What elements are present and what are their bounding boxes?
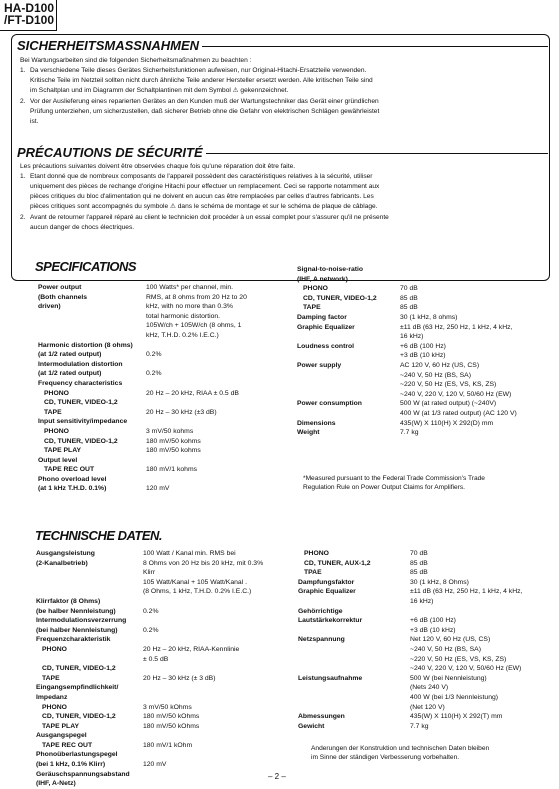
spec-label: Phono overload level: [38, 475, 107, 483]
spec-value: ±11 dB (63 Hz, 250 Hz, 1 kHz, 4 kHz,: [410, 588, 523, 596]
spec-value: 3 mV/50 kOhms: [143, 703, 192, 711]
spec-label: CD, TUNER, VIDEO-1,2: [44, 399, 118, 407]
spec-row: [298, 587, 554, 597]
spec-label: Gewicht: [298, 722, 325, 730]
spec-label: Lautstärkekorrektur: [298, 617, 363, 625]
spec-label: Weight: [297, 429, 320, 437]
spec-row: [38, 446, 288, 456]
page-number: – 2 –: [268, 772, 286, 781]
spec-row: [38, 293, 288, 303]
spec-row: [297, 390, 552, 400]
item-number: 2.: [20, 213, 26, 221]
model-line-1: HA-D100: [4, 1, 55, 15]
spec-row: [36, 616, 296, 626]
spec-label: Dampfungsfaktor: [298, 578, 355, 586]
model-number: [4, 2, 54, 26]
spec-label: PHONO: [44, 389, 69, 397]
spec-value: (8 Ohms, 1 kHz, T.H.D. 0.2% I.E.C.): [143, 588, 252, 596]
spec-row: [298, 693, 554, 703]
spec-label: (2-Kanalbetrieb): [36, 559, 88, 567]
specifications-title: SPECIFICATIONS: [35, 259, 137, 274]
spec-label: (be halber Nennleistung): [36, 607, 116, 615]
spec-row: [36, 559, 296, 569]
spec-row: [298, 664, 554, 674]
spec-row: [298, 597, 554, 607]
spec-label: CD, TUNER, VIDEO-1,2: [303, 294, 377, 302]
spec-row: [298, 712, 554, 722]
spec-label: (bei 1 kHz, 0.1% Klirr): [36, 761, 106, 769]
item-number: 1.: [20, 173, 26, 180]
spec-row: [36, 770, 296, 780]
spec-label: Frequency characteristics: [38, 379, 123, 387]
spec-row: [38, 283, 288, 293]
spec-value: 0.2%: [143, 607, 159, 615]
spec-label: Netzspannung: [298, 636, 345, 644]
technische-right-column: [298, 549, 554, 731]
spec-row: [36, 655, 296, 665]
spec-value: ~220 V, 50 Hz (ES, VS, KS, ZS): [400, 381, 497, 389]
spec-value: 500 W (at rated output) (~240V): [400, 400, 497, 408]
spec-value: 105W/ch + 105W/ch (8 ohms, 1: [146, 322, 242, 330]
spec-row: [36, 750, 296, 760]
spec-value: AC 120 V, 60 Hz (US, CS): [400, 361, 480, 369]
divider: [168, 153, 548, 154]
spec-value: ~220 V, 50 Hz (ES, VS, KS, ZS): [410, 655, 507, 663]
item-line: Vor der Auslieferung eines reparierten Gerätes an den Kunden muß der Wartungstechniker das Gerät einer gründlichen: [30, 97, 379, 105]
spec-row: [297, 284, 552, 294]
spec-value: RMS, at 8 ohms from 20 Hz to 20: [146, 293, 247, 301]
spec-label: CD, TUNER, VIDEO-1,2: [44, 437, 118, 445]
spec-row: [36, 741, 296, 751]
spec-label: Phonoüberlastungspegel: [36, 751, 118, 759]
spec-row: [36, 712, 296, 722]
spec-value: 70 dB: [410, 550, 428, 557]
spec-label: Power supply: [297, 361, 342, 369]
spec-label: TAPE: [44, 408, 62, 416]
spec-label: Intermodulation distortion: [38, 360, 123, 368]
spec-label: TAPE REC OUT: [44, 466, 95, 474]
spec-label: TPAE: [304, 569, 322, 577]
spec-label: Impedanz: [36, 693, 68, 701]
spec-value: 180 mV/50 kohms: [146, 437, 201, 445]
spec-label: Ausgangspegel: [36, 732, 87, 740]
spec-value: 85 dB: [400, 304, 418, 312]
spec-row: [298, 568, 554, 578]
spec-value: 20 Hz – 20 kHz, RIAA-Kennlinie: [143, 645, 240, 653]
model-line-2: /FT-D100: [4, 13, 55, 27]
spec-row: [297, 275, 552, 285]
item-line: Prüfung unterziehen, um sicherzustellen, daß sicherer Betrieb ohne die Gefahr von elektrischen Schlägen gewährleistet: [30, 107, 380, 115]
item-line: aucun danger de chocs électriques.: [30, 223, 135, 231]
spec-label: Klirrfaktor (8 Ohms): [36, 597, 101, 605]
spec-value: 85 dB: [410, 559, 428, 567]
spec-row: [36, 693, 296, 703]
spec-label: Frequenzcharakteristik: [36, 636, 111, 644]
spec-label: PHONO: [304, 550, 329, 557]
spec-label: TAPE PLAY: [44, 447, 82, 455]
spec-label: Input sensitivity/impedance: [38, 418, 128, 426]
spec-row: [38, 389, 288, 399]
spec-label: Intermodulationsverzerrung: [36, 617, 127, 625]
spec-row: [297, 265, 552, 275]
spec-row: [298, 703, 554, 713]
spec-value: 120 mV: [146, 485, 170, 493]
spec-value: 20 Hz – 20 kHz, RIAA ± 0.5 dB: [146, 389, 239, 397]
spec-row: [36, 635, 296, 645]
sicherheit-intro: Bei Wartungsarbeiten sind die folgenden Sicherheitsmaßnahmen zu beachten :: [20, 57, 252, 64]
spec-value: 30 (1 kHz, 8 ohms): [400, 313, 458, 321]
spec-value: (Nets 240 V): [410, 684, 449, 692]
spec-row: [38, 321, 288, 331]
spec-row: [297, 323, 552, 333]
spec-label: TAPE REC OUT: [42, 741, 93, 749]
spec-row: [298, 626, 554, 636]
spec-label: Gehörrichtige: [298, 607, 343, 615]
footnote-line: *Measured pursuant to the Federal Trade Commission's Trade: [303, 475, 485, 482]
spec-row: [38, 417, 288, 427]
spec-row: [38, 427, 288, 437]
spec-row: [38, 350, 288, 360]
item-line: Kritische Teile im Netzteil sollten nicht durch ähnliche Teile anderer Hersteller ersetzt werden. Alle kritischen Teile sind: [30, 77, 373, 84]
spec-label: Eingangsempfindlichkeit/: [36, 684, 119, 692]
spec-value: 20 Hz – 30 kHz (±3 dB): [146, 408, 217, 416]
spec-value: kHz, with no more than 0.3%: [146, 303, 233, 311]
spec-label: Loudness control: [297, 342, 355, 350]
spec-value: ~240 V, 220 V, 120 V, 50/60 Hz (EW): [410, 665, 522, 673]
spec-row: [38, 484, 288, 494]
footnote-line: Regulation Rule on Power Output Claims for Amplifiers.: [303, 484, 465, 491]
spec-row: [298, 655, 554, 665]
spec-row: [298, 578, 554, 588]
spec-value: 70 dB: [400, 285, 418, 293]
spec-value: 7.7 kg: [400, 429, 419, 437]
item-text: [30, 97, 379, 127]
item-text: [30, 172, 379, 212]
item-line: im Schaltplan und im Diagramm der Schaltplantinen mit dem Symbol ⚠ gekennzeichnet.: [30, 87, 289, 94]
spec-row: [36, 703, 296, 713]
spec-row: [298, 722, 554, 732]
spec-value: (Net 120 V): [410, 703, 445, 711]
spec-label: Ausgangsleistung: [36, 550, 95, 557]
spec-label: Graphic Equalizer: [297, 323, 355, 331]
spec-value: 105 Watt/Kanal + 105 Watt/Kanal .: [143, 578, 247, 586]
spec-row: [36, 779, 296, 789]
divider: [160, 46, 548, 47]
spec-value: 180 mV/50 kOhms: [143, 713, 200, 721]
technische-left-column: [36, 549, 296, 789]
spec-value: 180 mV/50 kohms: [146, 447, 201, 455]
spec-row: [36, 760, 296, 770]
spec-row: [38, 331, 288, 341]
item-line: Avant de retourner l'appareil réparé au client le technicien doit procéder à un essai complet pour s'assurer qu'il ne présente: [30, 213, 389, 221]
spec-row: [38, 465, 288, 475]
spec-row: [38, 475, 288, 485]
spec-row: [298, 645, 554, 655]
item-line: pièces critiques sont accompagnés du symbole ⚠ dans le schéma de montage et sur le schéma de plaque de câblage.: [30, 203, 378, 210]
spec-value: 16 kHz): [400, 333, 424, 341]
spec-label: Abmessungen: [298, 713, 345, 721]
spec-value: 180 mV/1 kOhm: [143, 741, 193, 749]
spec-row: [38, 456, 288, 466]
spec-row: [36, 683, 296, 693]
spec-label: (at 1/2 rated output): [38, 351, 102, 359]
spec-row: [297, 419, 552, 429]
spec-row: [297, 380, 552, 390]
spec-value: 400 W (at 1/3 rated output) (AC 120 V): [400, 409, 517, 417]
spec-value: ~240 V, 50 Hz (BS, SA): [400, 371, 471, 379]
spec-label: Power output: [38, 284, 82, 291]
spec-row: [36, 731, 296, 741]
spec-value: kHz, T.H.D. 0.2% I.E.C.): [146, 331, 219, 339]
spec-label: Graphic Equalizer: [298, 588, 356, 596]
spec-row: [297, 371, 552, 381]
specifications-right-column: [297, 265, 552, 438]
precautions-title: PRÉCAUTIONS DE SÉCURITÉ: [14, 145, 206, 160]
footnote-line: im Sinne der ständigen Verbesserung vorbehalten.: [311, 754, 460, 761]
spec-value: 0.2%: [143, 626, 159, 634]
spec-row: [38, 312, 288, 322]
spec-row: [297, 313, 552, 323]
sicherheit-title: SICHERHEITSMASSNAHMEN: [14, 38, 202, 53]
spec-label: (at 1 kHz T.H.D. 0.1%): [38, 485, 107, 493]
spec-row: [298, 549, 554, 559]
item-line: Da verschiedene Teile dieses Gerätes Sicherheitsfunktionen aufweisen, nur Original-Hitachi-Ersatzteile verwenden.: [30, 67, 367, 74]
spec-row: [298, 674, 554, 684]
spec-row: [36, 568, 296, 578]
spec-label: (IHF, A network): [297, 275, 348, 283]
spec-row: [36, 587, 296, 597]
spec-row: [36, 549, 296, 559]
footnote-line: Anderungen der Konstruktion und technischen Daten bleiben: [311, 745, 490, 752]
spec-label: CD, TUNER, VIDEO-1,2: [42, 713, 116, 721]
spec-row: [36, 674, 296, 684]
spec-label: (IHF, A-Netz): [36, 780, 76, 788]
spec-row: [297, 351, 552, 361]
spec-label: Power consumption: [297, 400, 362, 408]
spec-row: [36, 722, 296, 732]
spec-value: +6 dB (100 Hz): [400, 342, 446, 350]
spec-value: +6 dB (100 Hz): [410, 617, 456, 625]
item-number: 1.: [20, 67, 26, 74]
spec-value: ± 0.5 dB: [143, 655, 169, 663]
spec-label: (at 1/2 rated output): [38, 370, 102, 378]
spec-row: [36, 626, 296, 636]
spec-value: 120 mV: [143, 761, 167, 769]
spec-value: 400 W (bei 1/3 Nennleistung): [410, 693, 499, 701]
spec-row: [298, 616, 554, 626]
spec-value: 435(W) X 110(H) X 292(D) mm: [400, 419, 494, 427]
spec-row: [297, 409, 552, 419]
technische-footnote: [311, 744, 489, 762]
spec-label: Signal-to-noise-ratio: [297, 266, 364, 273]
spec-label: (Both channels: [38, 293, 88, 301]
spec-row: [298, 683, 554, 693]
spec-label: Damping factor: [297, 313, 347, 321]
spec-label: PHONO: [303, 285, 328, 293]
spec-row: [297, 294, 552, 304]
spec-row: [297, 342, 552, 352]
spec-row: [298, 635, 554, 645]
spec-value: 0.2%: [146, 351, 162, 359]
spec-label: TAPE: [42, 674, 60, 682]
item-line: uniquement des pièces de rechange d'origine Hitachi pour effectuer un remplacement. Ceci se rapporte notamment aux: [30, 183, 380, 190]
item-text: [30, 66, 373, 96]
spec-row: [36, 578, 296, 588]
spec-label: TAPE PLAY: [42, 722, 80, 730]
spec-value: 435(W) X 110(H) X 292(T) mm: [410, 713, 503, 721]
spec-row: [36, 664, 296, 674]
spec-value: ~240 V, 220 V, 120 V, 50/60 Hz (EW): [400, 390, 512, 398]
spec-row: [297, 428, 552, 438]
spec-value: +3 dB (10 kHz): [400, 352, 446, 360]
spec-row: [297, 303, 552, 313]
spec-value: ~240 V, 50 Hz (BS, SA): [410, 645, 481, 653]
spec-value: 180 mV/1 kohms: [146, 466, 197, 474]
spec-row: [38, 437, 288, 447]
spec-value: 7.7 kg: [410, 722, 429, 730]
technische-daten-title: TECHNISCHE DATEN.: [35, 528, 163, 543]
spec-value: 100 Watts* per channel, min.: [146, 284, 234, 291]
spec-label: driven): [38, 303, 61, 311]
item-line: pièces critiques du bloc d'alimentation qui ne doivent en aucun cas être remplacées par celles d'autres fabricants. Les: [30, 193, 374, 200]
spec-label: Output level: [38, 456, 78, 464]
item-number: 2.: [20, 97, 26, 105]
spec-value: 3 mV/50 kohms: [146, 427, 194, 435]
spec-row: [38, 379, 288, 389]
spec-row: [36, 607, 296, 617]
spec-row: [38, 341, 288, 351]
item-line: Etant donné que de nombreux composants de l'appareil possèdent des caractéristiques relatives à la sécurité, utiliser: [30, 173, 373, 180]
spec-value: 20 Hz – 30 kHz (± 3 dB): [143, 674, 216, 682]
spec-value: total harmonic distortion.: [146, 312, 221, 320]
specifications-left-column: [38, 283, 288, 494]
spec-value: Net 120 V, 60 Hz (US, CS): [410, 636, 491, 644]
spec-label: PHONO: [44, 427, 69, 435]
spec-row: [36, 645, 296, 655]
spec-value: 500 W (bei Nennleistung): [410, 674, 487, 682]
spec-row: [298, 559, 554, 569]
spec-row: [297, 332, 552, 342]
spec-row: [38, 398, 288, 408]
spec-label: (bei halber Nennleistung): [36, 626, 118, 634]
spec-value: +3 dB (10 kHz): [410, 626, 456, 634]
spec-value: 85 dB: [400, 294, 418, 302]
spec-value: 0.2%: [146, 370, 162, 378]
spec-row: [38, 408, 288, 418]
spec-row: [36, 597, 296, 607]
spec-label: CD, TUNER, AUX-1,2: [304, 559, 371, 567]
spec-label: CD, TUNER, VIDEO-1,2: [42, 665, 116, 673]
spec-value: 16 kHz): [410, 597, 434, 605]
specifications-footnote: [303, 474, 485, 492]
spec-label: Geräuschspannungsabstand: [36, 770, 130, 778]
precautions-intro: Les précautions suivantes doivent être observées chaque fois qu'une réparation doit être faite.: [20, 163, 296, 170]
spec-row: [38, 369, 288, 379]
spec-value: 30 (1 kHz, 8 Ohms): [410, 578, 469, 586]
spec-value: 8 Ohms von 20 Hz bis 20 kHz, mit 0.3%: [143, 559, 264, 567]
spec-value: 85 dB: [410, 569, 428, 577]
spec-row: [297, 399, 552, 409]
spec-value: ±11 dB (63 Hz, 250 Hz, 1 kHz, 4 kHz,: [400, 323, 513, 331]
spec-label: Harmonic distortion (8 ohms): [38, 341, 133, 349]
spec-value: 180 mV/50 kOhms: [143, 722, 200, 730]
spec-label: PHONO: [42, 645, 67, 653]
spec-row: [38, 360, 288, 370]
spec-label: Leistungsaufnahme: [298, 674, 363, 682]
spec-value: 100 Watt / Kanal min. RMS bei: [143, 550, 236, 557]
spec-label: TAPE: [303, 304, 321, 312]
spec-label: Dimensions: [297, 419, 336, 427]
spec-label: PHONO: [42, 703, 67, 711]
item-line: ist.: [30, 117, 39, 125]
item-text: [30, 213, 389, 233]
spec-row: [298, 607, 554, 617]
spec-row: [38, 302, 288, 312]
spec-row: [297, 361, 552, 371]
spec-value: Klirr: [143, 569, 156, 577]
